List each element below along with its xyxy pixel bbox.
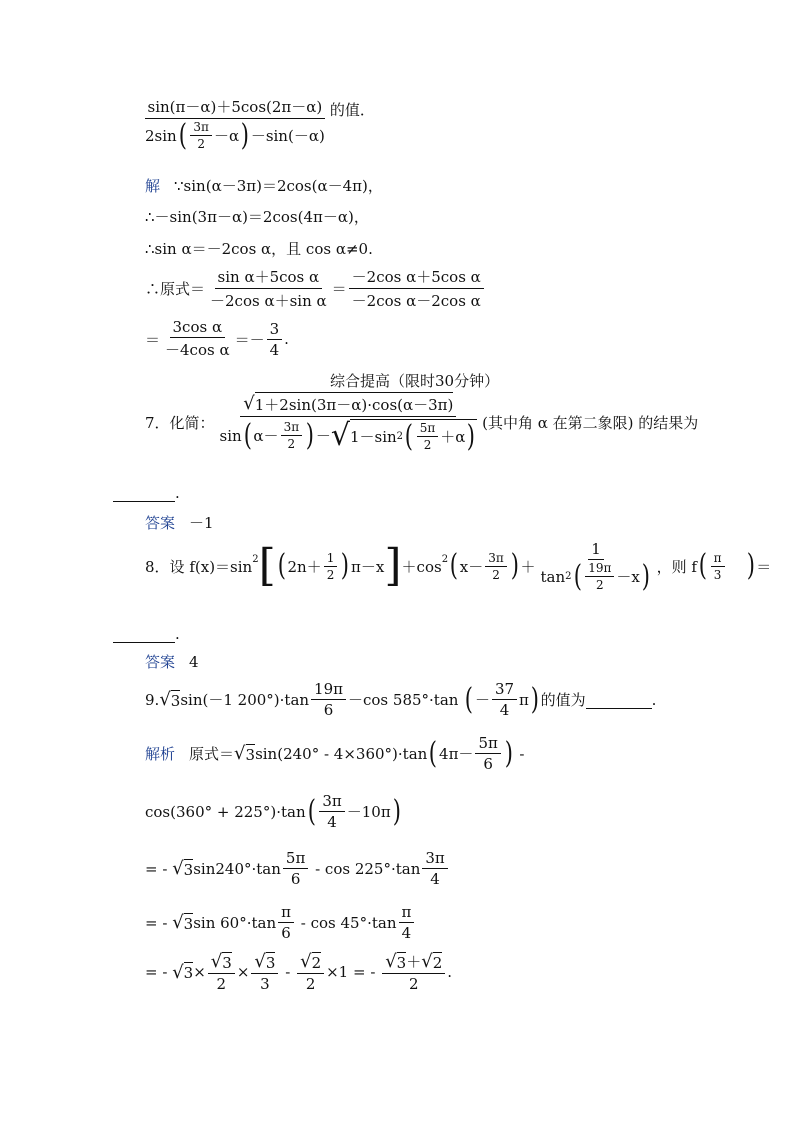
problem7-blank: . (113, 483, 180, 502)
p7-fraction: √ 1＋2sin(3π－α)·cos(α－3π) sin ( α－ $\frac{3\pi}{2}$ ) － √ 1－sin 2 ( $\frac{5\pi}{2}$ ＋α ) (219, 393, 476, 454)
solution6-line4: ∴原式＝ $\frac{\text{sin α＋5cos α}}{\text{－2cos α＋sin α}}$ ＝ $\frac{\text{－2cos α＋5cos α}}{\text{－2cos α－2cos α}}$ (145, 266, 486, 311)
solution-label: 解 (145, 177, 161, 195)
solution6-line1: 解 ∵sin(α－3π)＝2cos(α－4π)， (145, 177, 383, 195)
problem8-blank: . (113, 624, 180, 643)
solution9-line5: = - √ 3 × √ 3 2 × √ 3 3 - √ 2 2 ×1 = - √ 3 ＋ √ 2 2 . (145, 951, 453, 993)
answer-blank (586, 690, 652, 709)
solution9-line3: = - √ 3 sin240°·tan $\frac{5\pi}{6}$ - cos 225°·tan $\frac{3\pi}{4}$ (145, 849, 450, 888)
p6-denominator: 2sin ( $\frac{3\pi}{2}$ －α ) －sin(－α) (145, 117, 325, 153)
answer-label: 答案 (145, 653, 176, 671)
solution6-line2: ∴－sin(3π－α)＝2cos(4π－α)， (145, 208, 369, 226)
section-title: 综合提高（限时30分钟） (330, 372, 500, 390)
solution6-line3: ∴sin α＝－2cos α，且 cos α≠0. (145, 240, 373, 258)
problem8: 8．设 f(x)＝sin $^2$ [ ( 2n＋ $\frac{1}{2}$ ) π－x ] ＋cos $^2$ ( x－ $\frac{3\pi}{2}$ ) ＋ 1 tan 2 ( $\frac{19\pi}{2}$ －x ) ，则 f ( $\frac{\pi}{3}$ ) ＝ (145, 540, 772, 594)
p6-numerator: sin(π－α)＋5cos(2π－α) (145, 96, 326, 119)
solution9-line2: cos(360° + 225°)·tan ( $\frac{3\pi}{4}$ －10π ) (145, 792, 401, 831)
answer-label: 答案 (145, 514, 176, 532)
problem6-fraction (142, 96, 328, 151)
p6-suffix: 的值． (329, 101, 375, 119)
answer-blank (113, 624, 175, 643)
solution6-line5: ＝ $\frac{\text{3cos α}}{\text{－4cos α}}$ ＝－ $\frac{3}{4}$ . (145, 318, 289, 359)
solution9-line1: 解析 原式＝ √ 3 sin(240° - 4×360°)·tan ( 4π－ $\frac{5\pi}{6}$ ) - (145, 734, 525, 773)
solution9-line4: = - √ 3 sin 60°·tan $\frac{\pi}{6}$ - cos 45°·tan $\frac{\pi}{4}$ (145, 903, 416, 942)
answer8: 答案 4 (145, 652, 199, 671)
problem6-expression (140, 96, 375, 151)
problem7: 7．化简： √ 1＋2sin(3π－α)·cos(α－3π) sin ( α－ $\frac{3\pi}{2}$ ) － √ 1－sin 2 ( $\frac{5\pi}{2}$ ＋α ) (其中角 α 在第二象限) 的结果为 (145, 393, 699, 454)
answer-blank (113, 483, 175, 502)
solution-label: 解析 (145, 745, 176, 763)
answer7: 答案 －1 (145, 514, 214, 532)
problem9: 9. √ 3 sin(－1 200°)·tan $\frac{19\pi}{6}$ －cos 585°·tan ( － $\frac{37}{4}$ π ) 的值为 . (145, 680, 657, 719)
